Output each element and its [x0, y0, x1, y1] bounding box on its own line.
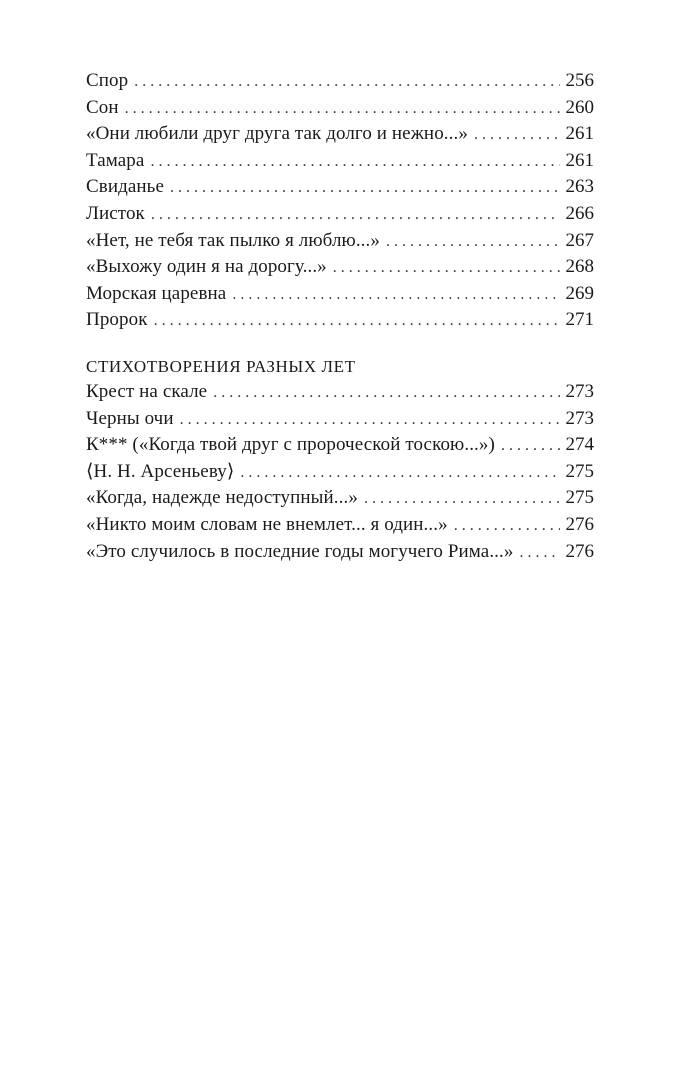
toc-entry-title: «Выхожу один я на дорогу...» — [86, 256, 327, 278]
toc-entry[interactable] — [86, 459, 594, 486]
toc-entry[interactable] — [86, 121, 594, 148]
toc-entry-title: Черны очи — [86, 407, 174, 429]
toc-entry-title: Свиданье — [86, 176, 164, 198]
toc-entry-title: «Это случилось в последние годы могучего Рима...» — [86, 540, 514, 562]
toc-entry-title: «Никто моим словам не внемлет... я один...» — [86, 513, 448, 535]
dot-leader — [501, 433, 560, 460]
dot-leader — [333, 255, 560, 282]
section-heading: СТИХОТВОРЕНИЯ РАЗНЫХ ЛЕТ — [86, 356, 356, 376]
toc-entry[interactable] — [86, 539, 594, 566]
dot-leader — [151, 202, 560, 229]
toc-entry-page: 269 — [565, 282, 594, 304]
toc-entry-page: 276 — [565, 540, 594, 562]
dot-leader — [150, 149, 559, 176]
dot-leader — [170, 175, 560, 202]
toc-entry-page: 256 — [565, 70, 594, 91]
toc-section-1 — [86, 68, 594, 334]
dot-leader — [240, 460, 559, 487]
toc-entry[interactable] — [86, 68, 594, 95]
dot-leader — [474, 122, 560, 149]
toc-entry-title: Пророк — [86, 309, 148, 331]
dot-leader — [180, 407, 560, 434]
dot-leader — [232, 282, 559, 309]
toc-entry[interactable] — [86, 95, 594, 122]
toc-entry[interactable] — [86, 201, 594, 228]
toc-entry[interactable] — [86, 228, 594, 255]
toc-entry-title: Листок — [86, 202, 145, 224]
toc-entry-page: 260 — [565, 96, 594, 118]
toc-entry[interactable] — [86, 379, 594, 406]
toc-entry[interactable] — [86, 406, 594, 433]
toc-entry-title: Спор — [86, 70, 129, 91]
dot-leader — [454, 513, 560, 540]
toc-entry-title: Тамара — [86, 149, 145, 171]
dot-leader — [519, 540, 559, 567]
toc-entry[interactable] — [86, 485, 594, 512]
toc-entry[interactable] — [86, 432, 594, 459]
toc-entry-title: Сон — [86, 96, 119, 118]
toc-entry-title: «Нет, не тебя так пылко я люблю...» — [86, 229, 380, 251]
toc-entry-page: 261 — [565, 149, 594, 171]
toc-entry[interactable] — [86, 512, 594, 539]
toc-section-2 — [86, 379, 594, 565]
toc-entry-title: ⟨Н. Н. Арсеньеву⟩ — [86, 460, 235, 482]
dot-leader — [134, 69, 559, 96]
dot-leader — [213, 380, 559, 407]
toc-entry-page: 271 — [565, 309, 594, 331]
dot-leader — [364, 486, 560, 513]
toc-entry[interactable] — [86, 281, 594, 308]
toc-entry[interactable] — [86, 307, 594, 334]
dot-leader — [154, 308, 560, 335]
toc-entry-title: «Они любили друг друга так долго и нежно...» — [86, 123, 468, 145]
toc-entry-page: 275 — [565, 487, 594, 509]
toc-entry-title: К*** («Когда твой друг с пророческой тоскою...») — [86, 434, 495, 456]
toc-entry-title: «Когда, надежде недоступный...» — [86, 487, 358, 509]
table-of-contents — [86, 68, 594, 565]
toc-entry-title: Крест на скале — [86, 380, 208, 402]
toc-entry[interactable] — [86, 254, 594, 281]
toc-entry[interactable] — [86, 148, 594, 175]
toc-entry-page: 274 — [565, 434, 594, 456]
toc-entry-page: 268 — [565, 256, 594, 278]
toc-entry[interactable] — [86, 174, 594, 201]
toc-entry-page: 267 — [565, 229, 594, 251]
toc-entry-page: 273 — [565, 407, 594, 429]
toc-entry-page: 263 — [565, 176, 594, 198]
toc-entry-page: 273 — [565, 380, 594, 402]
toc-entry-page: 261 — [565, 123, 594, 145]
dot-leader — [386, 229, 560, 256]
toc-entry-title: Морская царевна — [86, 282, 227, 304]
toc-entry-page: 276 — [565, 513, 594, 535]
toc-entry-page: 275 — [565, 460, 594, 482]
toc-entry-page: 266 — [565, 202, 594, 224]
dot-leader — [125, 96, 560, 123]
